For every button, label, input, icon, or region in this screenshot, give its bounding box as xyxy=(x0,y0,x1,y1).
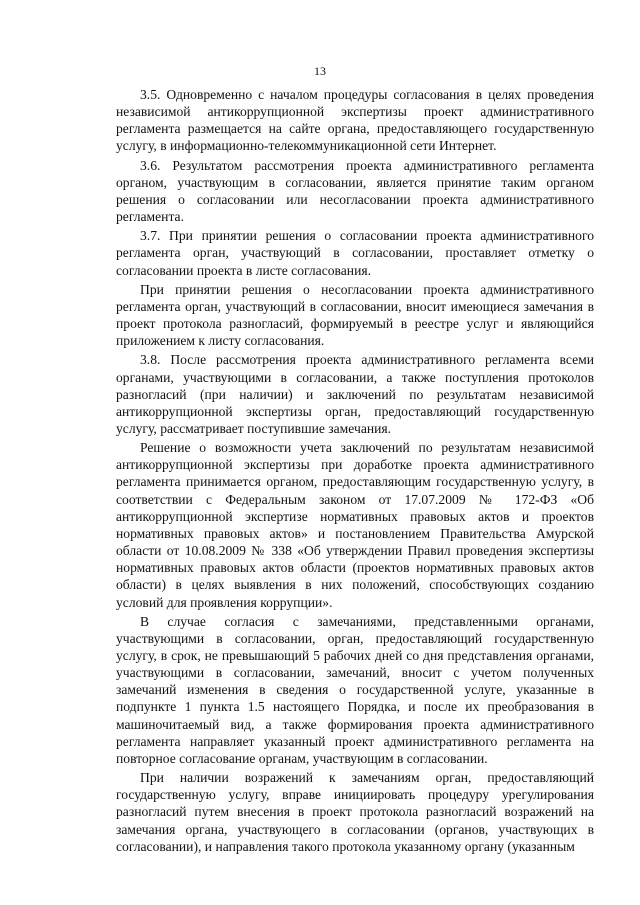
paragraph-3-5: 3.5. Одновременно с началом процедуры согласования в целях проведения независимой антикоррупционной экспертизы проект административного регламента размещается на сайте органа, предоставляющего государственную услугу, в информационно-телекоммуникационной сети Интернет. xyxy=(116,87,594,154)
paragraph-3-8: 3.8. После рассмотрения проекта административного регламента всеми органами, участвующими в согласовании, а также поступления протоколов разногласий (при наличии) и заключений по результатам независимой антикоррупционной экспертизы орган, предоставляющий государственную услугу, рассматривает поступившие замечания. xyxy=(116,352,594,436)
paragraph-disagreement: При принятии решения о несогласовании проекта административного регламента орган, участвующий в согласовании, вносит имеющиеся замечания в проект протокола разногласий, формируемый в реестре услуг и являющийся приложением к листу согласования. xyxy=(116,281,594,349)
paragraph-3-7: 3.7. При принятии решения о согласовании проекта административного регламента орган, участвующий в согласовании, проставляет отметку о согласовании проекта в листе согласования. xyxy=(116,228,594,278)
paragraph-3-6: 3.6. Результатом рассмотрения проекта административного регламента органом, участвующим в согласовании, является принятие таким органом решения о согласовании или несогласовании проекта административного регламента. xyxy=(116,157,594,225)
paragraph-objections: При наличии возражений к замечаниям орган, предоставляющий государственную услугу, вправе инициировать процедуру урегулирования разногласий путем внесения в проект протокола разногласий возражений на замечания органа, участвующего в согласовании (органов, участвующих в согласовании), и направления такого протокола указанному органу (указанным xyxy=(116,770,594,854)
paragraph-expertise-decision: Решение о возможности учета заключений по результатам независимой антикоррупционной экспертизы при доработке проекта административного регламента принимается органом, предоставляющим государственную услугу, в соответствии с Федеральным законом от 17.07.2009 № 172-ФЗ «Об антикоррупционной экспертизе нормативных правовых актов и проектов нормативных правовых актов» и постановлением Правительства Амурской области от 10.08.2009 № 338 «Об утверждении Правил проведения экспертизы нормативных правовых актов области (проектов нормативных правовых актов области) в целях выявления в них положений, способствующих созданию условий для проявления коррупции». xyxy=(116,440,594,610)
paragraph-agreement-case: В случае согласия с замечаниями, представленными органами, участвующими в согласовании, орган, предоставляющий государственную услугу, в срок, не превышающий 5 рабочих дней со дня представления органами, участвующими в согласовании, замечаний, вносит с учетом полученных замечаний изменения в сведения о государственной услуге, указанные в подпункте 1 пункта 1.5 настоящего Порядка, и после их преобразования в машиночитаемый вид, а также формирования проекта административного регламента направляет указанный проект административного регламента на повторное согласование органам, участвующим в согласовании. xyxy=(116,613,594,766)
document-body xyxy=(116,86,594,857)
page-number: 13 xyxy=(314,64,326,78)
